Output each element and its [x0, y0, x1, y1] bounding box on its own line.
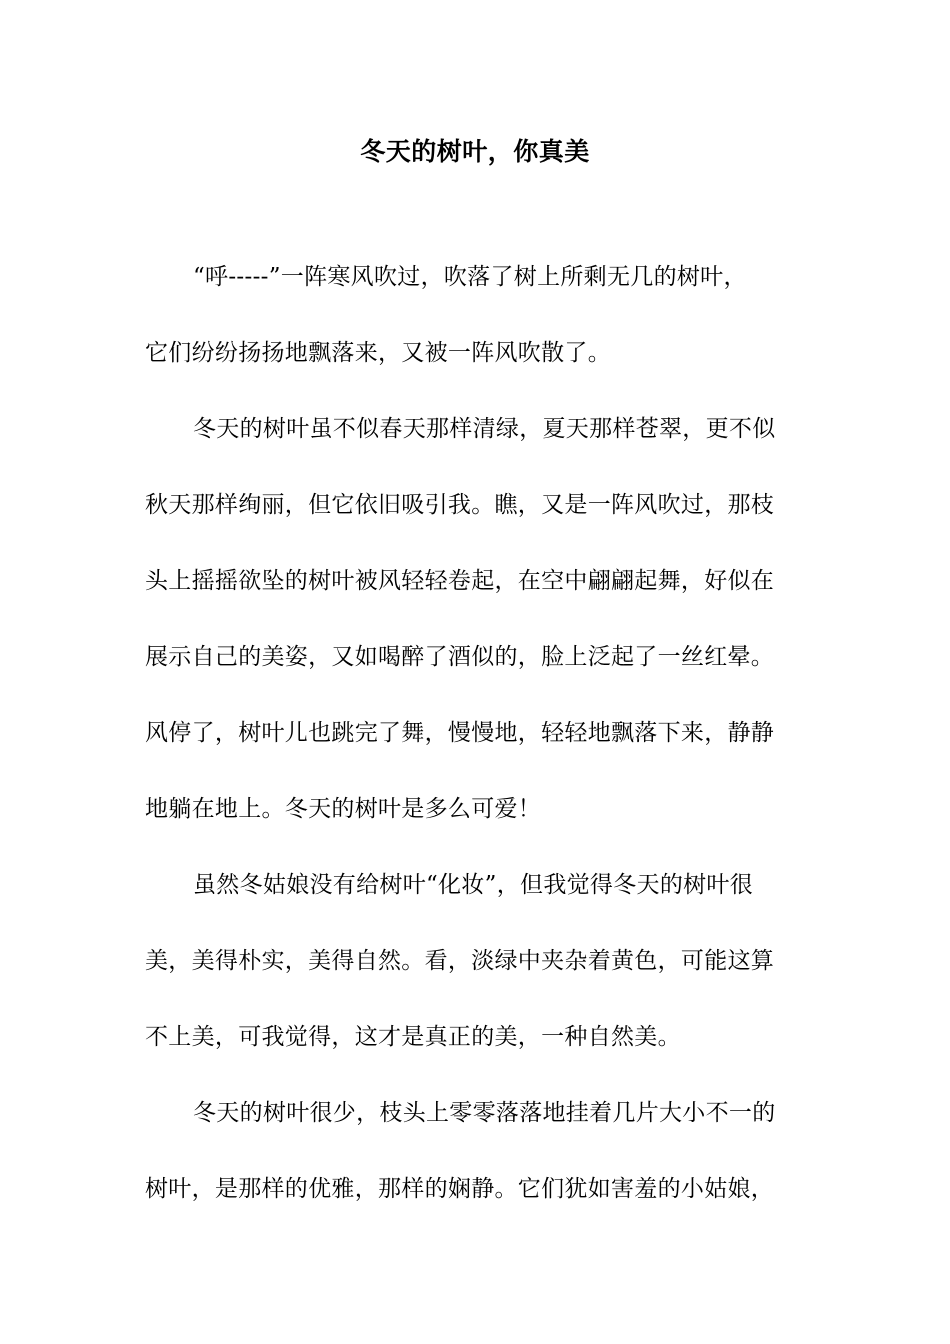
paragraph-line: 展示自己的美姿，又如喝醉了酒似的，脸上泛起了一丝红晕。	[145, 644, 775, 670]
paragraph-line: 虽然冬姑娘没有给树叶“化妆”，但我觉得冬天的树叶很	[193, 872, 754, 898]
paragraph-line: 美，美得朴实，美得自然。看，淡绿中夹杂着黄色，可能这算	[145, 948, 775, 974]
paragraph-line: 头上摇摇欲坠的树叶被风轻轻卷起，在空中翩翩起舞，好似在	[145, 568, 775, 594]
paragraph-line: 冬天的树叶很少，枝头上零零落落地挂着几片大小不一的	[193, 1100, 776, 1126]
paragraph-line: 风停了，树叶儿也跳完了舞，慢慢地，轻轻地飘落下来，静静	[145, 720, 775, 746]
document-title: 冬天的树叶，你真美	[360, 137, 590, 166]
paragraph-line: 地躺在地上。冬天的树叶是多么可爱！	[145, 796, 542, 822]
document-body	[145, 257, 805, 1245]
paragraph-line: 不上美，可我觉得，这才是真正的美，一种自然美。	[145, 1024, 681, 1050]
paragraph-line: 树叶，是那样的优雅，那样的娴静。它们犹如害羞的小姑娘，	[145, 1176, 775, 1202]
paragraph-line: 冬天的树叶虽不似春天那样清绿，夏天那样苍翠，更不似	[193, 416, 776, 442]
paragraph-line: 秋天那样绚丽，但它依旧吸引我。瞧，又是一阵风吹过，那枝	[145, 492, 775, 518]
paragraph-line: “呼-----”一阵寒风吹过，吹落了树上所剩无几的树叶，	[193, 264, 747, 290]
paragraph-line: 它们纷纷扬扬地飘落来，又被一阵风吹散了。	[145, 340, 611, 366]
